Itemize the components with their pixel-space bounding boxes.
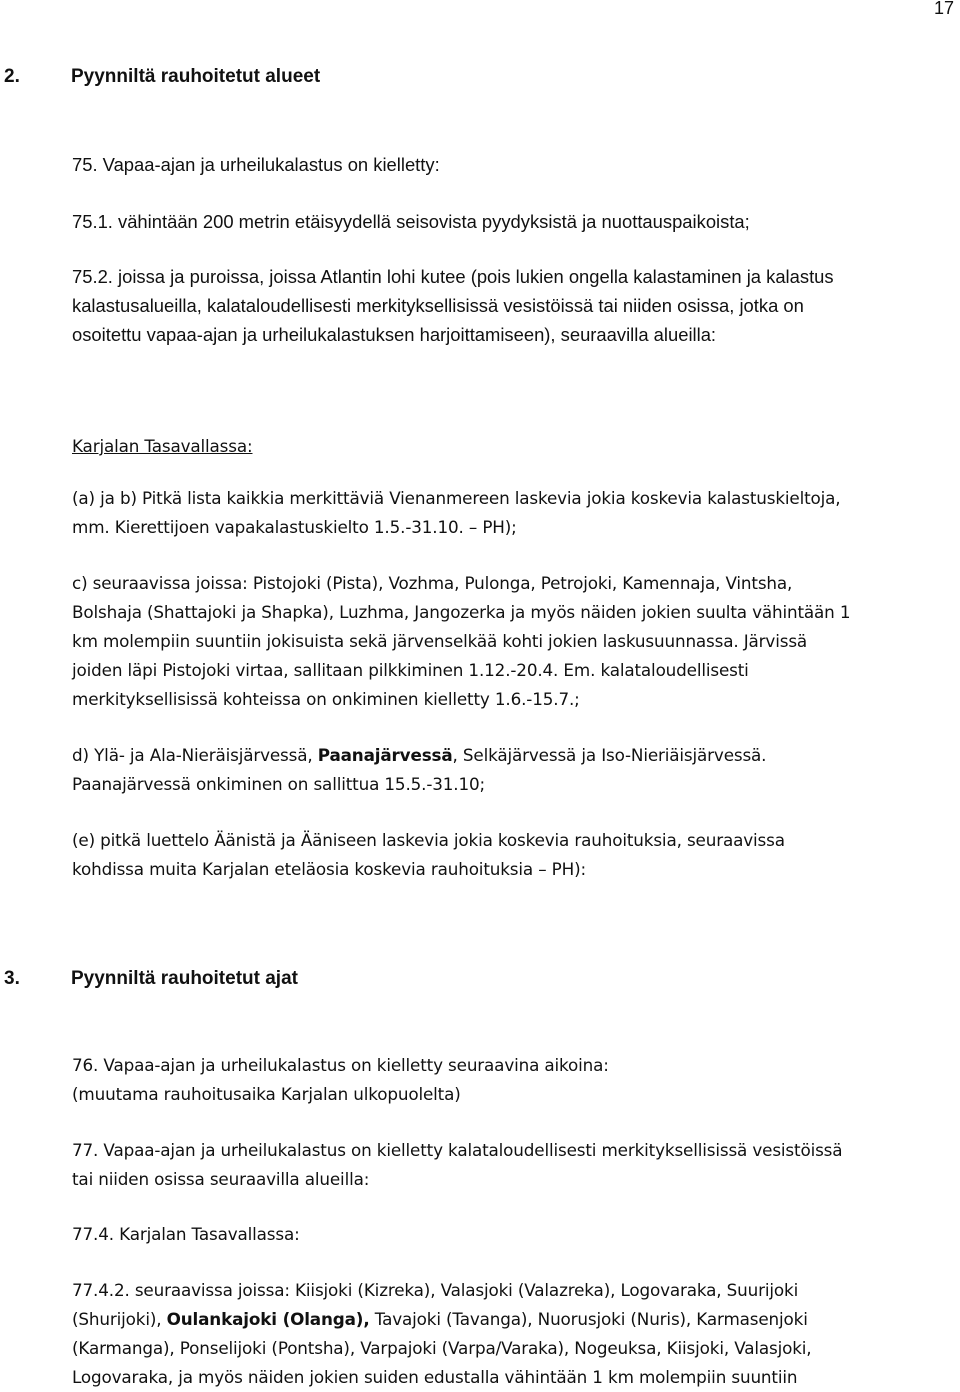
paragraph-75-1 xyxy=(72,207,956,236)
paragraph-d xyxy=(72,741,956,799)
text-span: (Shurijoki), xyxy=(72,1309,167,1329)
text-line: osoitettu vapaa-ajan ja urheilukalastuksen harjoittamiseen), seuraavilla alueilla: xyxy=(72,324,717,345)
text-span: d) Ylä- ja Ala-Nieräisjärvessä, xyxy=(72,745,318,765)
bold-lake-name: Paanajärvessä xyxy=(317,745,453,765)
text-line: 76. Vapaa-ajan ja urheilukalastus on kielletty seuraavina aikoina: xyxy=(72,1055,609,1075)
text-line: 77. Vapaa-ajan ja urheilukalastus on kielletty kalataloudellisesti merkityksellisissä vesistöissä xyxy=(72,1140,843,1160)
text-line xyxy=(72,741,956,770)
karjalan-heading xyxy=(72,432,956,461)
paragraph-75-2 xyxy=(72,262,956,349)
text-line: (Karmanga), Ponselijoki (Pontsha), Varpajoki (Varpa/Varaka), Nogeuksa, Kiisjoki, Valasjoki, xyxy=(72,1338,812,1358)
text-line: 75. Vapaa-ajan ja urheilukalastus on kielletty: xyxy=(72,154,440,175)
text-line: joiden läpi Pistojoki virtaa, sallitaan pilkkiminen 1.12.-20.4. Em. kalataloudellisesti xyxy=(72,660,749,680)
section-number: 3. xyxy=(4,968,20,989)
text-line: Paanajärvessä onkiminen on sallittua 15.5.-31.10; xyxy=(72,774,486,794)
text-line: (e) pitkä luettelo Äänistä ja Ääniseen laskevia jokia koskevia rauhoituksia, seuraavissa xyxy=(72,830,785,850)
text-line: 75.2. joissa ja puroissa, joissa Atlantin lohi kutee (pois lukien ongella kalastaminen ja kalastus xyxy=(72,266,834,287)
text-line: mm. Kierettijoen vapakalastuskielto 1.5.-31.10. – PH); xyxy=(72,517,517,537)
text-line: c) seuraavissa joissa: Pistojoki (Pista), Vozhma, Pulonga, Petrojoki, Kamennaja, Vintsha, xyxy=(72,573,793,593)
text-line: km molempiin suuntiin jokisuista sekä järvenselkää kohti jokien laskusuunnassa. Järvissä xyxy=(72,631,808,651)
text-line: tai niiden osissa seuraavilla alueilla: xyxy=(72,1169,370,1189)
section-number: 2. xyxy=(4,66,20,87)
bold-river-name: Oulankajoki (Olanga), xyxy=(166,1309,370,1329)
paragraph-75 xyxy=(72,150,956,179)
paragraph-ab xyxy=(72,484,956,542)
paragraph-77-4 xyxy=(72,1220,956,1249)
text-line: 75.1. vähintään 200 metrin etäisyydellä seisovista pyydyksistä ja nuottauspaikoista; xyxy=(72,211,750,232)
text-line: kohdissa muita Karjalan eteläosia koskevia rauhoituksia – PH): xyxy=(72,859,586,879)
section-title: Pyynniltä rauhoitetut alueet xyxy=(71,66,321,87)
paragraph-76 xyxy=(72,1051,956,1109)
text-span: , Selkäjärvessä ja Iso-Nieriäisjärvessä. xyxy=(452,745,767,765)
page-number: 17 xyxy=(933,0,954,18)
text-line: kalastusalueilla, kalataloudellisesti merkityksellisissä vesistöissä tai niiden osissa, jotka on xyxy=(72,295,804,316)
section-heading-2 xyxy=(4,66,320,88)
text-line: (a) ja b) Pitkä lista kaikkia merkittäviä Vienanmereen laskevia jokia koskevia kalastuskieltoja, xyxy=(72,488,841,508)
text-line xyxy=(72,1305,956,1334)
text-line: (muutama rauhoitusaika Karjalan ulkopuolelta) xyxy=(72,1084,461,1104)
section-heading-3 xyxy=(4,968,298,990)
text-line: Bolshaja (Shattajoki ja Shapka), Luzhma, Jangozerka ja myös näiden jokien suulta vähintään 1 xyxy=(72,602,851,622)
text-line: 77.4. Karjalan Tasavallassa: xyxy=(72,1224,300,1244)
text-span: Tavajoki (Tavanga), Nuorusjoki (Nuris), Karmasenjoki xyxy=(369,1309,808,1329)
paragraph-c xyxy=(72,569,956,714)
text-line: 77.4.2. seuraavissa joissa: Kiisjoki (Kizreka), Valasjoki (Valazreka), Logovaraka, Suurijoki xyxy=(72,1280,799,1300)
section-title: Pyynniltä rauhoitetut ajat xyxy=(71,968,298,989)
text-line: Karjalan Tasavallassa: xyxy=(72,436,253,456)
paragraph-77-4-2 xyxy=(72,1276,956,1392)
text-line: merkityksellisissä kohteissa on onkiminen kielletty 1.6.-15.7.; xyxy=(72,689,580,709)
text-line: Logovaraka, ja myös näiden jokien suiden edustalla vähintään 1 km molempiin suuntiin xyxy=(72,1367,798,1387)
paragraph-e xyxy=(72,826,956,884)
paragraph-77 xyxy=(72,1136,956,1194)
